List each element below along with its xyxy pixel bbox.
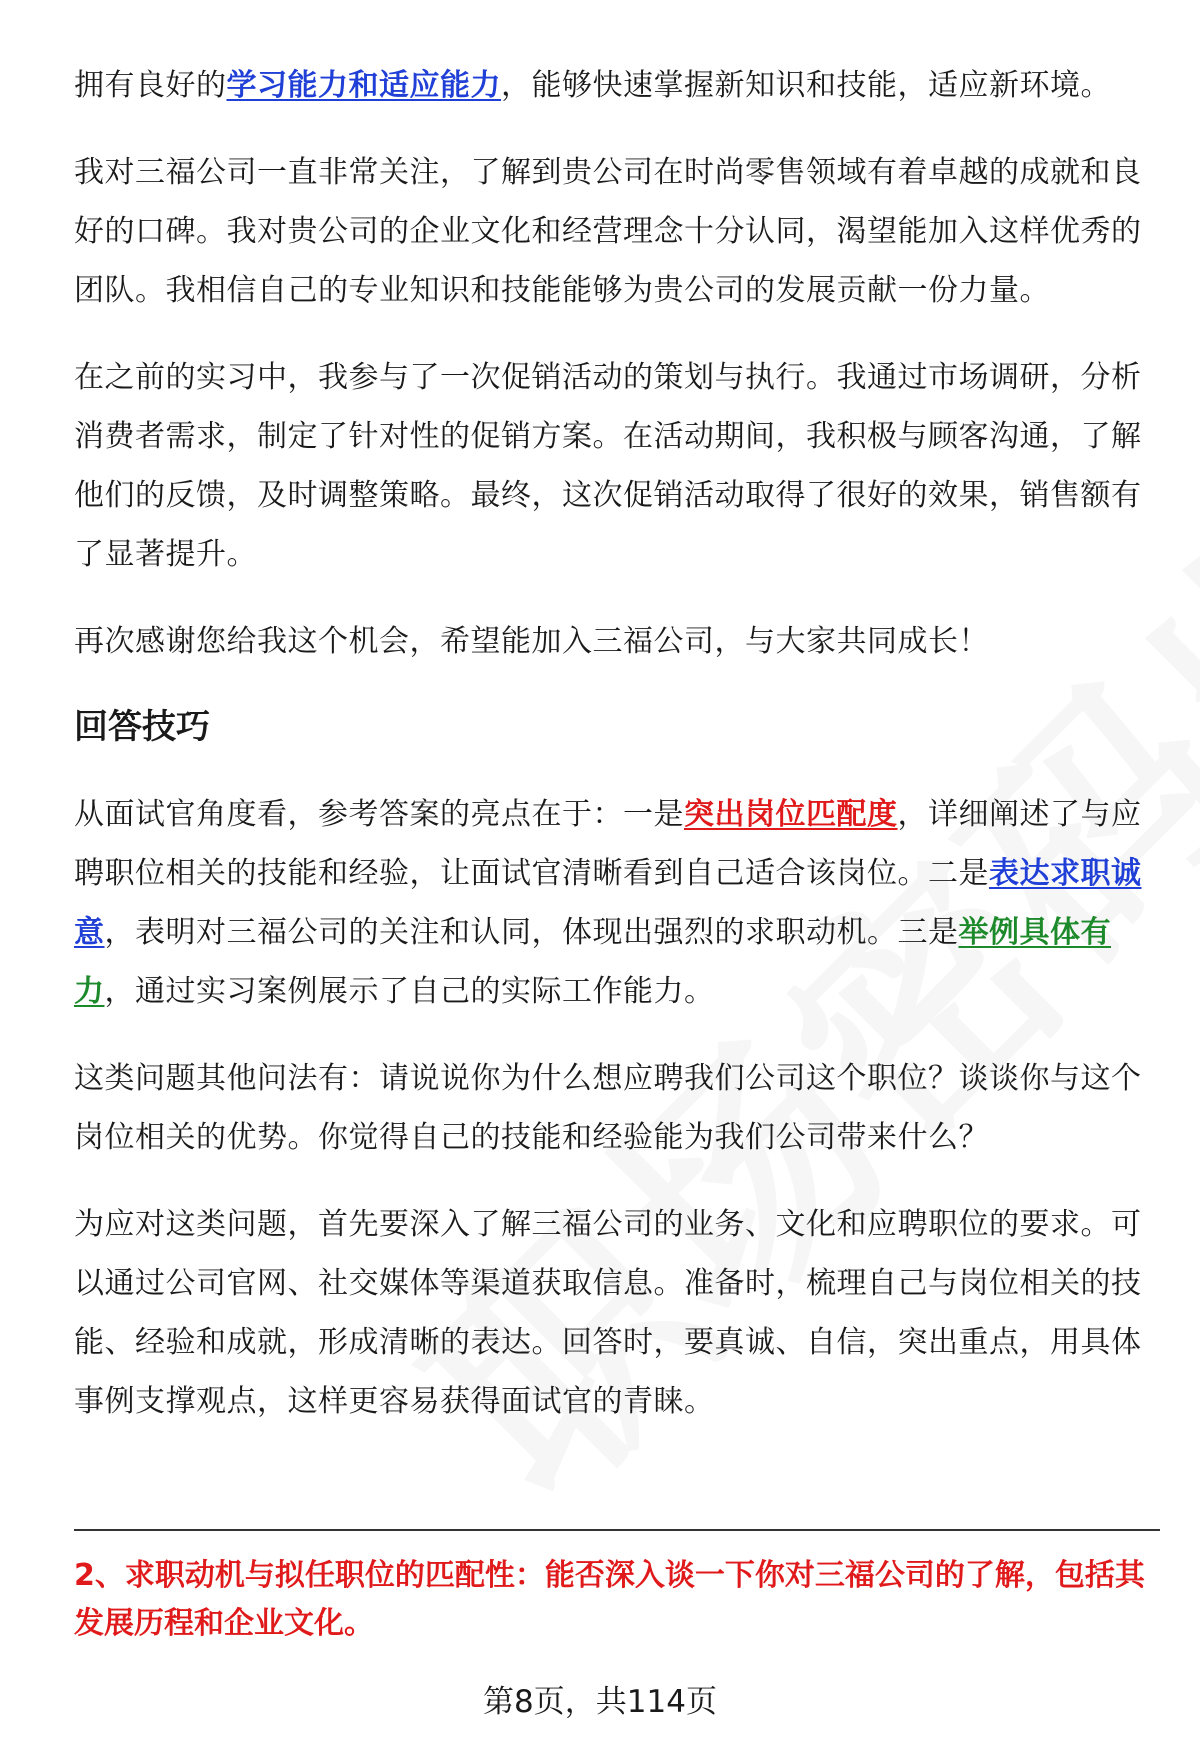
- divider: [74, 1529, 1160, 1531]
- section-heading: 回答技巧: [74, 707, 210, 747]
- text-span: ，能够快速掌握新知识和技能，适应新环境。: [501, 68, 1111, 103]
- paragraph-internship: 在之前的实习中，我参与了一次促销活动的策划与执行。我通过市场调研，分析消费者需求，制定了针对性的促销方案。在活动期间，我积极与顾客沟通，了解他们的反馈，及时调整策略。最终，这次促销活动取得了很好的效果，销售额有了显著提升。: [74, 360, 1142, 572]
- paragraph-abilities: [74, 56, 1160, 115]
- text-span: ，详细阐述了与应聘职位相关的技能和经验，让面试官清晰看到自己适合该岗位。二是: [74, 797, 1142, 891]
- paragraph-preparation: 为应对这类问题，首先要深入了解三福公司的业务、文化和应聘职位的要求。可以通过公司官网、社交媒体等渠道获取信息。准备时，梳理自己与岗位相关的技能、经验和成就，形成清晰的表达。回答时，要真诚、自信，突出重点，用具体事例支撑观点，这样更容易获得面试官的青睐。: [74, 1207, 1142, 1419]
- page-number: 第8页，共114页: [483, 1684, 717, 1720]
- text-span: ，通过实习案例展示了自己的实际工作能力。: [104, 974, 715, 1009]
- highlight-learning-ability: 学习能力和适应能力: [226, 68, 501, 103]
- document-body: [74, 56, 1160, 1459]
- text-span: 拥有良好的: [74, 68, 227, 103]
- text-span: 从面试官角度看，参考答案的亮点在于：一是: [74, 797, 684, 832]
- highlight-position-match: 突出岗位匹配度: [684, 797, 898, 832]
- paragraph-other-phrasings: 这类问题其他问法有：请说说你为什么想应聘我们公司这个职位？谈谈你与这个岗位相关的优势。你觉得自己的技能和经验能为我们公司带来什么？: [74, 1061, 1142, 1155]
- next-question: 2、求职动机与拟任职位的匹配性：能否深入谈一下你对三福公司的了解，包括其发展历程和企业文化。: [74, 1558, 1145, 1641]
- highlight-sincerity: 表达求职诚意: [74, 856, 1142, 950]
- text-span: ，表明对三福公司的关注和认同，体现出强烈的求职动机。三是: [104, 915, 959, 950]
- paragraph-thanks: 再次感谢您给我这个机会，希望能加入三福公司，与大家共同成长！: [74, 624, 989, 659]
- paragraph-tips: [74, 785, 1160, 1021]
- highlight-concrete-examples: 举例具体有力: [74, 915, 1111, 1009]
- paragraph-company-interest: 我对三福公司一直非常关注，了解到贵公司在时尚零售领域有着卓越的成就和良好的口碑。我对贵公司的企业文化和经营理念十分认同，渴望能加入这样优秀的团队。我相信自己的专业知识和技能能够为贵公司的发展贡献一份力量。: [74, 155, 1142, 308]
